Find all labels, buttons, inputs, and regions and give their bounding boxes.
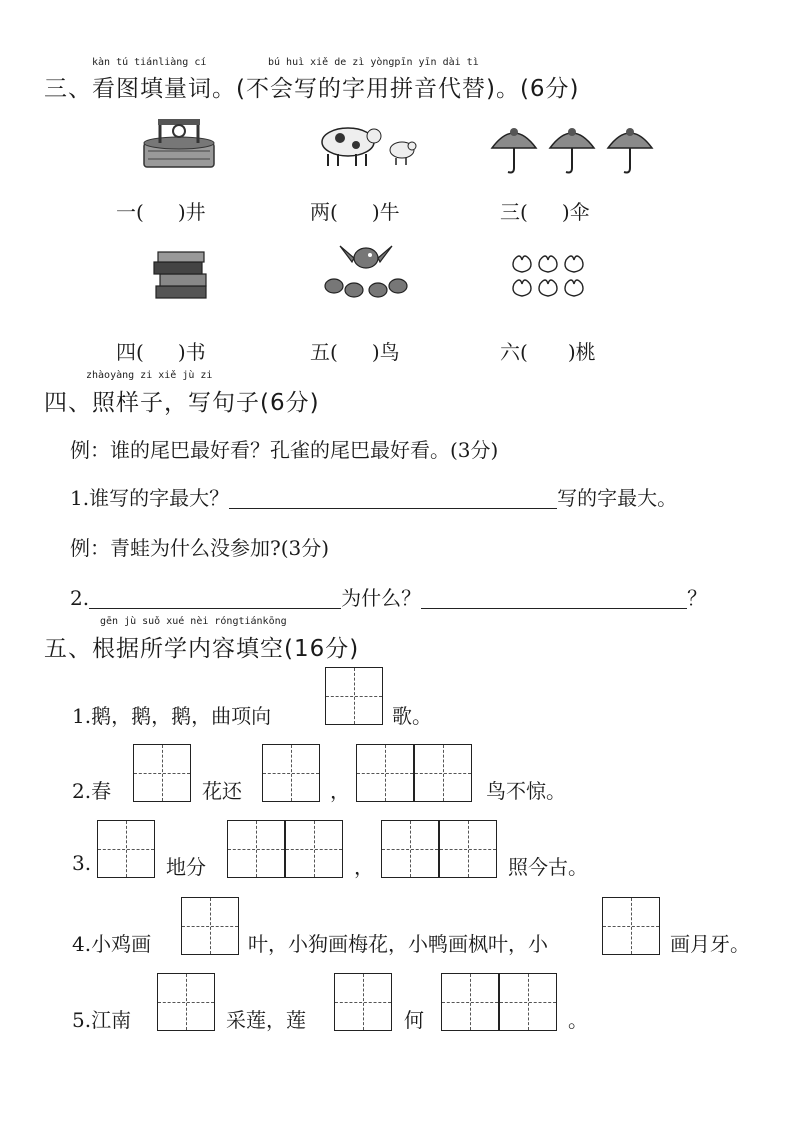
char-box[interactable]: [499, 973, 557, 1031]
char-box[interactable]: [356, 744, 414, 802]
fill-q2-part-d: 鸟不惊。: [486, 779, 566, 803]
fill-q2-part-c: ，: [330, 779, 350, 803]
cow-icon: [312, 120, 418, 168]
char-box[interactable]: [262, 744, 320, 802]
section4-pinyin: zhàoyàng zi xiě jù zi: [86, 370, 213, 381]
section5-pinyin: gēn jù suǒ xué nèi róngtiánkōng: [100, 616, 287, 627]
fill-q2-part-a: 2.春: [72, 779, 112, 803]
char-box[interactable]: [157, 973, 215, 1031]
section3-pinyin-b: bú huì xiě de zì yòngpīn yīn dài tì: [268, 57, 479, 68]
birds-icon: [320, 240, 412, 302]
fill-q4-part-c: 画月牙。: [670, 932, 750, 956]
row1-item3: 三( )伞: [500, 200, 590, 224]
fill-q1-part-a: 1.鹅，鹅，鹅，曲项向: [72, 704, 272, 728]
char-box[interactable]: [181, 897, 239, 955]
fill-q3-part-d: 照今古。: [508, 855, 588, 879]
char-box[interactable]: [97, 820, 155, 878]
fill-q3-part-c: ，: [354, 855, 374, 879]
row2-item3: 六( )桃: [500, 340, 596, 364]
question1: 1.谁写的字最大？ 写的字最大。: [70, 486, 678, 510]
question2: 2. 为什么？ ？: [70, 586, 708, 610]
fill-q5-part-a: 5.江南: [72, 1008, 132, 1032]
fill-q5-part-d: 。: [568, 1008, 588, 1032]
fill-q4-part-b: 叶，小狗画梅花，小鸭画枫叶，小: [248, 932, 548, 956]
books-icon: [152, 250, 210, 300]
section3-pinyin-a: kàn tú tiánliàng cí: [92, 57, 207, 68]
example2: 例：青蛙为什么没参加?(3分): [70, 536, 330, 560]
section5-title: 五、根据所学内容填空(16分): [44, 636, 360, 662]
fill-q3-part-a: 3.: [72, 851, 92, 875]
char-box[interactable]: [414, 744, 472, 802]
umbrella-icon: [488, 118, 660, 176]
answer2-blank-b[interactable]: [421, 586, 687, 609]
char-box[interactable]: [602, 897, 660, 955]
answer1-blank[interactable]: [229, 486, 557, 509]
fill-q5-part-c: 何: [404, 1008, 424, 1032]
well-icon: [138, 115, 220, 171]
peaches-icon: [508, 250, 592, 300]
char-box[interactable]: [133, 744, 191, 802]
char-box[interactable]: [227, 820, 285, 878]
char-box[interactable]: [381, 820, 439, 878]
fill-q1-part-b: 歌。: [392, 704, 432, 728]
row2-item1: 四( )书: [116, 340, 206, 364]
section4-title: 四、照样子，写句子(6分): [44, 390, 320, 416]
char-box[interactable]: [439, 820, 497, 878]
row1-item1: 一( )井: [116, 200, 206, 224]
fill-q2-part-b: 花还: [202, 779, 242, 803]
example1: 例：谁的尾巴最好看？孔雀的尾巴最好看。(3分): [70, 438, 499, 462]
char-box[interactable]: [441, 973, 499, 1031]
fill-q5-part-b: 采莲，莲: [226, 1008, 306, 1032]
char-box[interactable]: [325, 667, 383, 725]
answer2-blank-a[interactable]: [89, 586, 341, 609]
row1-item2: 两( )牛: [310, 200, 400, 224]
row2-item2: 五( )鸟: [310, 340, 400, 364]
char-box[interactable]: [285, 820, 343, 878]
char-box[interactable]: [334, 973, 392, 1031]
section3-title: 三、看图填量词。(不会写的字用拼音代替)。(6分): [44, 76, 580, 102]
fill-q4-part-a: 4.小鸡画: [72, 932, 152, 956]
fill-q3-part-b: 地分: [166, 855, 206, 879]
